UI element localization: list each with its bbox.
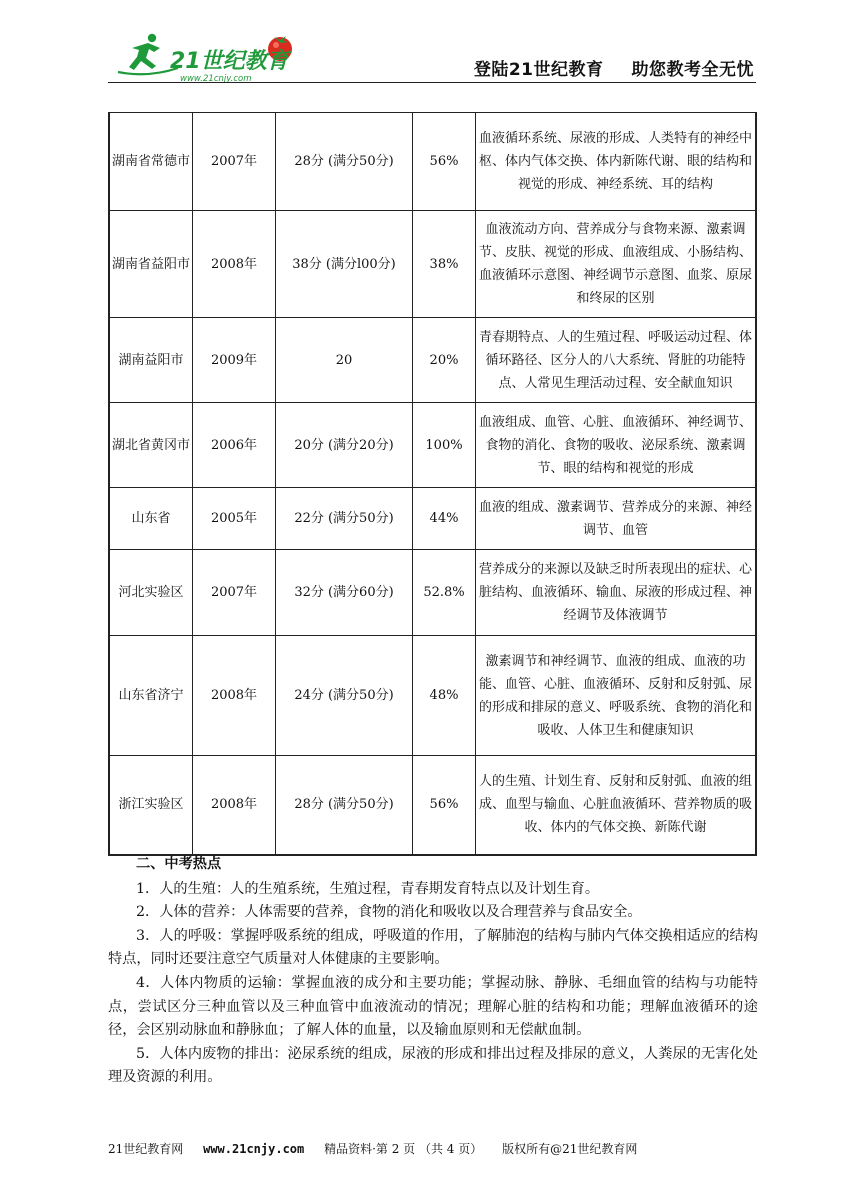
page-footer bbox=[108, 1140, 758, 1157]
cell-region: 湖北省黄冈市 bbox=[109, 403, 193, 488]
page-header bbox=[108, 28, 756, 84]
header-slogan bbox=[474, 55, 754, 80]
cell-percent: 52.8% bbox=[413, 550, 476, 636]
slogan-right: 助您教考全无忧 bbox=[631, 60, 754, 80]
cell-year: 2008年 bbox=[193, 636, 276, 756]
cell-year: 2008年 bbox=[193, 211, 276, 318]
cell-score: 24分 (满分50分) bbox=[276, 636, 413, 756]
hotspot-paragraph: 2．人体的营养：人体需要的营养，食物的消化和吸收以及合理营养与食品安全。 bbox=[136, 904, 642, 921]
cell-score: 28分 (满分50分) bbox=[276, 756, 413, 855]
table-row bbox=[109, 211, 756, 318]
cell-year: 2009年 bbox=[193, 318, 276, 403]
cell-region: 湖南省常德市 bbox=[109, 113, 193, 211]
table-row bbox=[109, 636, 756, 756]
cell-score: 20分 (满分20分) bbox=[276, 403, 413, 488]
section-title: 二、中考热点 bbox=[136, 856, 222, 872]
cell-region: 浙江实验区 bbox=[109, 756, 193, 855]
cell-region: 山东省济宁 bbox=[109, 636, 193, 756]
slogan-left: 登陆21世纪教育 bbox=[473, 60, 604, 80]
table-row bbox=[109, 113, 756, 211]
hotspot-paragraph: 4．人体内物质的运输：掌握血液的成分和主要功能；掌握动脉、静脉、毛细血管的结构与功能特点，尝试区分三种血管以及三种血管中血液流动的情况；理解心脏的结构和功能；理解血液循环的途径，会区别动脉血和静脉血；了解人体的血量，以及输血原则和无偿献血制。 bbox=[108, 974, 758, 1039]
cell-region: 河北实验区 bbox=[109, 550, 193, 636]
cell-year: 2005年 bbox=[193, 488, 276, 550]
cell-content: 血液的组成、激素调节、营养成分的来源、神经调节、血管 bbox=[476, 488, 757, 550]
cell-year: 2007年 bbox=[193, 550, 276, 636]
cell-percent: 100% bbox=[413, 403, 476, 488]
cell-content: 血液流动方向、营养成分与食物来源、激素调节、皮肤、视觉的形成、血液组成、小肠结构、血液循环示意图、神经调节示意图、血浆、原尿和终尿的区别 bbox=[476, 211, 757, 318]
footer-page-info: 精品资料·第 2 页 （共 4 页） bbox=[324, 1142, 483, 1156]
logo-text: 21世纪教育 bbox=[170, 49, 289, 74]
header-rule bbox=[108, 82, 756, 83]
cell-percent: 56% bbox=[413, 756, 476, 855]
cell-region: 湖南益阳市 bbox=[109, 318, 193, 403]
cell-year: 2008年 bbox=[193, 756, 276, 855]
table-row bbox=[109, 756, 756, 855]
cell-score: 32分 (满分60分) bbox=[276, 550, 413, 636]
cell-percent: 48% bbox=[413, 636, 476, 756]
cell-year: 2006年 bbox=[193, 403, 276, 488]
cell-score: 22分 (满分50分) bbox=[276, 488, 413, 550]
hotspot-paragraph: 3．人的呼吸：掌握呼吸系统的组成，呼吸道的作用，了解肺泡的结构与肺内气体交换相适应的结构特点，同时还要注意空气质量对人体健康的主要影响。 bbox=[108, 927, 758, 968]
table-row bbox=[109, 488, 756, 550]
hotspot-paragraph: 5．人体内废物的排出：泌尿系统的组成，尿液的形成和排出过程及排尿的意义，人粪尿的无害化处理及资源的利用。 bbox=[108, 1045, 758, 1086]
cell-region: 湖南省益阳市 bbox=[109, 211, 193, 318]
cell-content: 激素调节和神经调节、血液的组成、血液的功能、血管、心脏、血液循环、反射和反射弧、尿的形成和排尿的意义、呼吸系统、食物的消化和吸收、人体卫生和健康知识 bbox=[476, 636, 757, 756]
footer-site: 21世纪教育网 bbox=[108, 1142, 184, 1156]
footer-url[interactable]: www.21cnjy.com bbox=[203, 1142, 305, 1156]
table-row bbox=[109, 403, 756, 488]
runner-icon bbox=[118, 34, 178, 74]
cell-region: 山东省 bbox=[109, 488, 193, 550]
cell-score: 20 bbox=[276, 318, 413, 403]
cell-percent: 56% bbox=[413, 113, 476, 211]
cell-year: 2007年 bbox=[193, 113, 276, 211]
exam-stats-table bbox=[108, 112, 757, 856]
cell-content: 血液组成、血管、心脏、血液循环、神经调节、食物的消化、食物的吸收、泌尿系统、激素调节、眼的结构和视觉的形成 bbox=[476, 403, 757, 488]
logo-url: www.21cnjy.com bbox=[180, 74, 252, 84]
hotspot-paragraph: 1．人的生殖：人的生殖系统，生殖过程，青春期发育特点以及计划生育。 bbox=[136, 880, 600, 897]
table-row bbox=[109, 318, 756, 403]
cell-content: 营养成分的来源以及缺乏时所表现出的症状、心脏结构、血液循环、输血、尿液的形成过程、神经调节及体液调节 bbox=[476, 550, 757, 636]
cell-content: 血液循环系统、尿液的形成、人类特有的神经中枢、体内气体交换、体内新陈代谢、眼的结构和视觉的形成、神经系统、耳的结构 bbox=[476, 113, 757, 211]
cell-percent: 44% bbox=[413, 488, 476, 550]
cell-percent: 38% bbox=[413, 211, 476, 318]
cell-content: 青春期特点、人的生殖过程、呼吸运动过程、体循环路径、区分人的八大系统、肾脏的功能特点、人常见生理活动过程、安全献血知识 bbox=[476, 318, 757, 403]
table-row bbox=[109, 550, 756, 636]
cell-content: 人的生殖、计划生育、反射和反射弧、血液的组成、血型与输血、心脏血液循环、营养物质的吸收、体内的气体交换、新陈代谢 bbox=[476, 756, 757, 855]
cell-score: 28分 (满分50分) bbox=[276, 113, 413, 211]
footer-copyright: 版权所有@21世纪教育网 bbox=[502, 1142, 638, 1156]
logo-21cnjy bbox=[108, 28, 308, 84]
exam-hotspots-section bbox=[108, 853, 758, 1090]
cell-score: 38分 (满分l00分) bbox=[276, 211, 413, 318]
cell-percent: 20% bbox=[413, 318, 476, 403]
